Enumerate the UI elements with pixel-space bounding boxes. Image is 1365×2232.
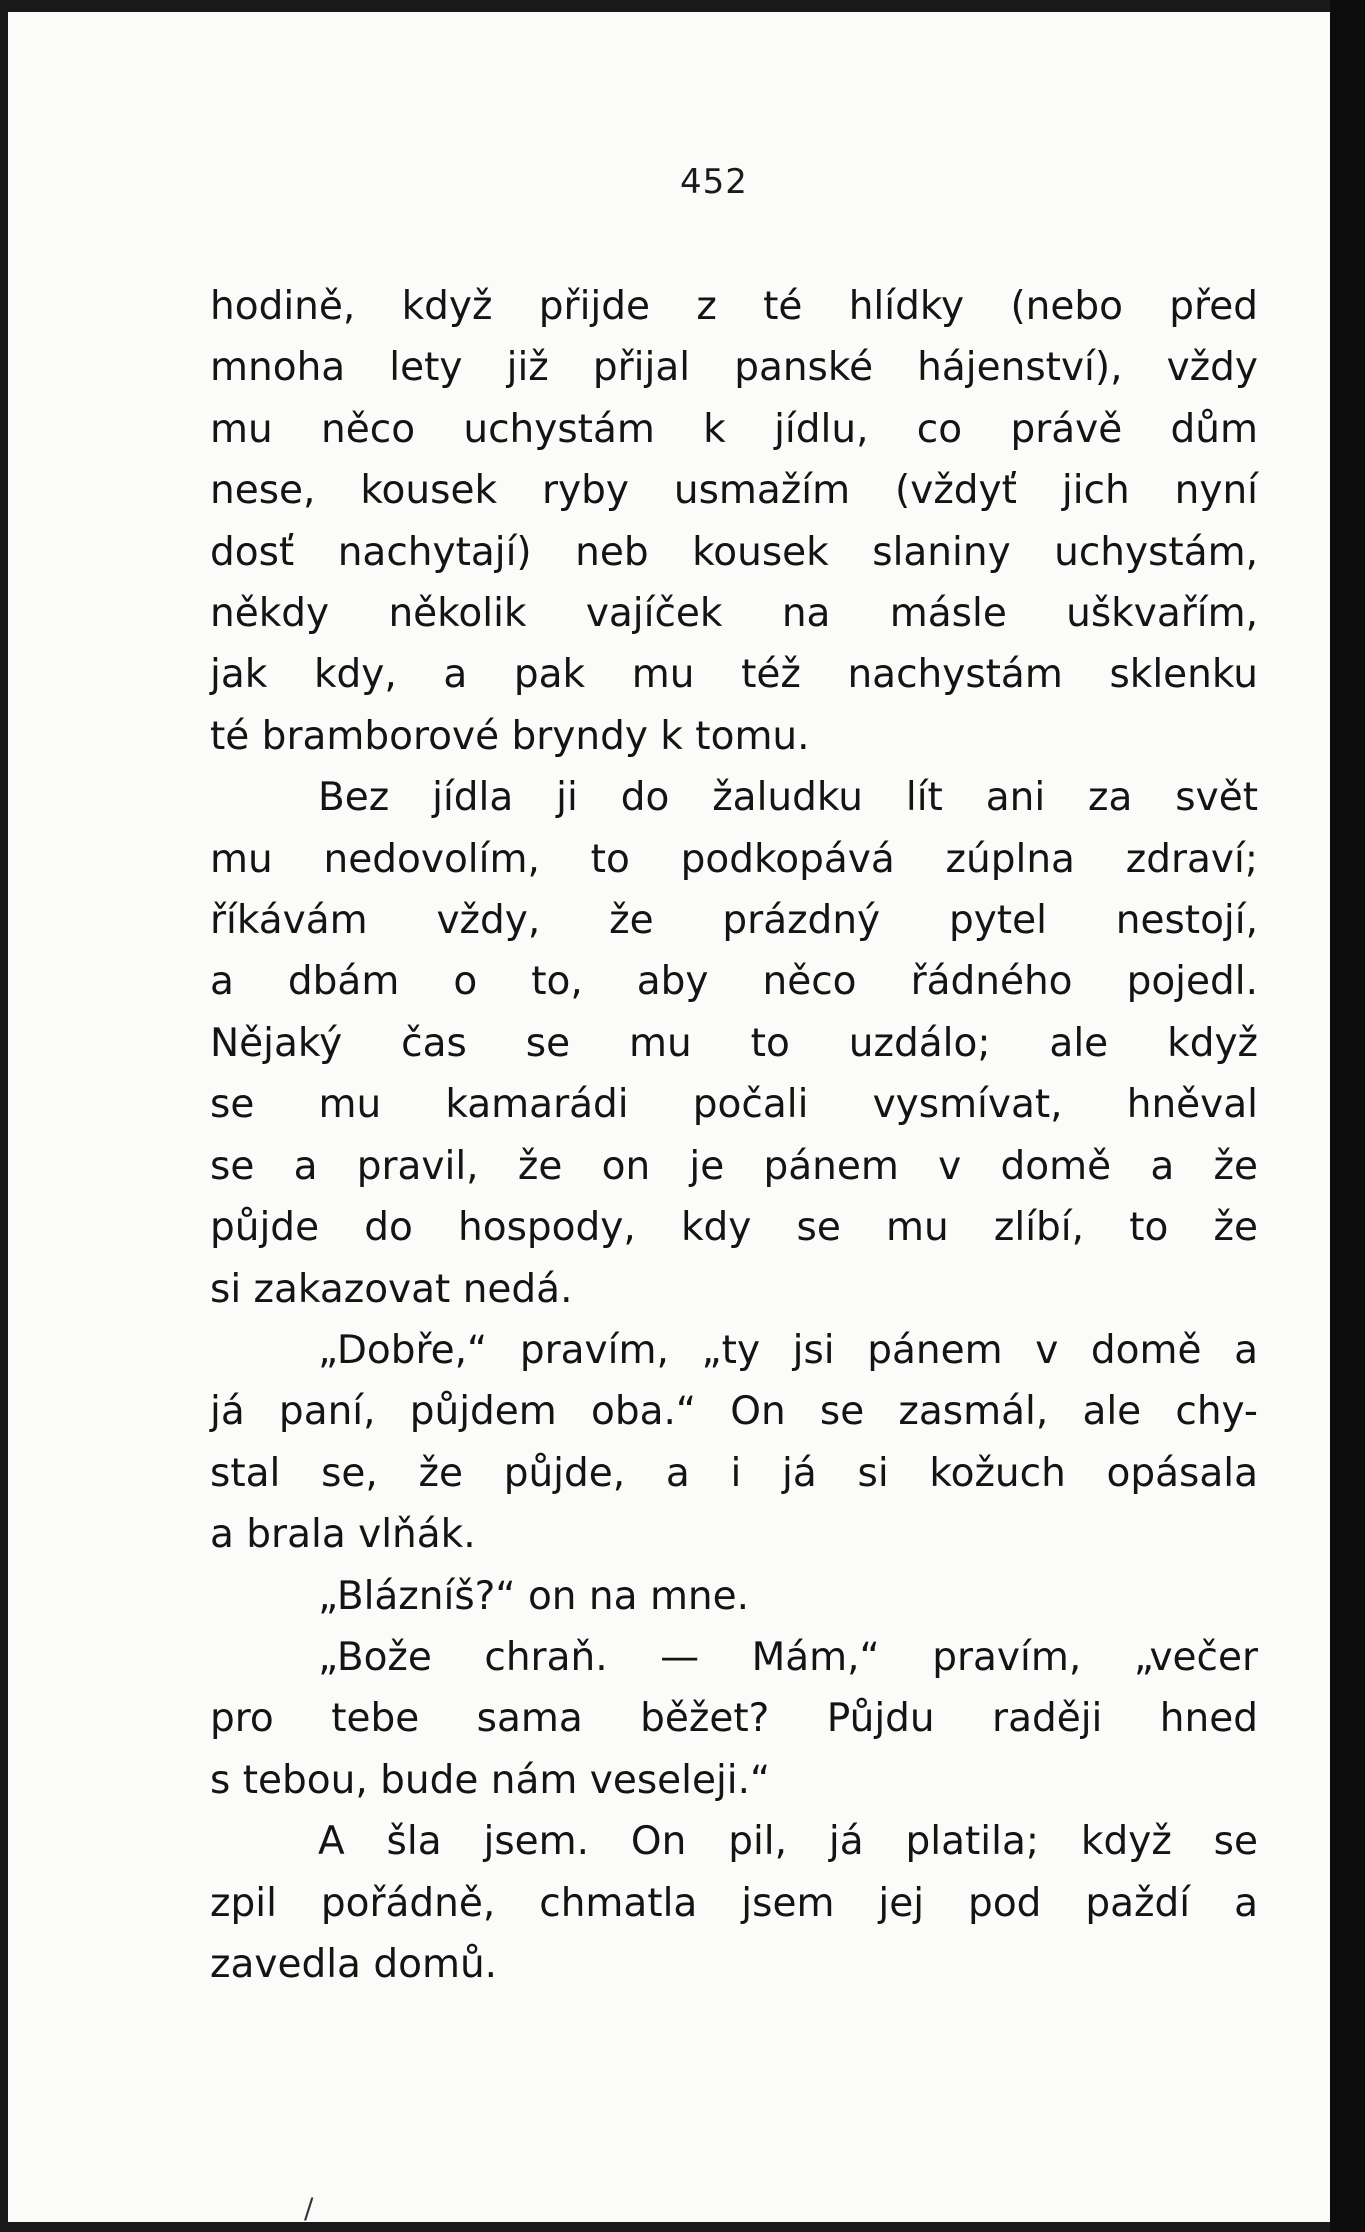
text-line: říkávám vždy, že prázdný pytel nestojí, [210, 898, 1258, 944]
text-line: „Dobře,“ pravím, „ty jsi pánem v domě a [318, 1327, 1258, 1373]
text-line: a dbám o to, aby něco řádného pojedl. [210, 959, 1258, 1005]
text-line: se mu kamarádi počali vysmívat, hněval [210, 1082, 1258, 1128]
text-line: já paní, půjdem oba.“ On se zasmál, ale chy- [210, 1389, 1258, 1435]
text-line: „Bože chraň. — Mám,“ pravím, „večer [318, 1634, 1258, 1680]
text-line: hodině, když přijde z té hlídky (nebo před [210, 284, 1258, 329]
text-line: mu nedovolím, to podkopává zúplna zdraví; [210, 836, 1258, 882]
page-edge-shadow [1330, 0, 1365, 2232]
text-line: se a pravil, že on je pánem v domě a že [210, 1143, 1258, 1189]
text-line: dosť nachytají) neb kousek slaniny uchystám, [210, 529, 1258, 575]
text-line: někdy několik vajíček na másle uškvařím, [210, 591, 1258, 637]
text-line: stal se, že půjde, a i já si kožuch opásala [210, 1450, 1258, 1496]
text-line: „Blázníš?“ on na mne. [318, 1573, 750, 1619]
page-number: 452 [680, 162, 748, 202]
text-line: Bez jídla ji do žaludku lít ani za svět [318, 775, 1258, 821]
text-line: Nějaký čas se mu to uzdálo; ale když [210, 1020, 1258, 1066]
text-line: té bramborové bryndy k tomu. [210, 713, 810, 759]
text-line: zpil pořádně, chmatla jsem jej pod paždí a [210, 1880, 1258, 1926]
text-line: zavedla domů. [210, 1941, 498, 1987]
text-line: jak kdy, a pak mu též nachystám sklenku [210, 652, 1258, 698]
text-line: mu něco uchystám k jídlu, co právě dům [210, 406, 1258, 452]
text-line: a brala vlňák. [210, 1512, 476, 1558]
text-line: mnoha lety již přijal panské hájenství), vždy [210, 345, 1258, 391]
text-line: nese, kousek ryby usmažím (vždyť jich nyní [210, 468, 1258, 514]
text-line: s tebou, bude nám veseleji.“ [210, 1757, 771, 1803]
scratch-mark: / [304, 2192, 314, 2222]
text-line: A šla jsem. On pil, já platila; když se [318, 1819, 1258, 1865]
text-line: pro tebe sama běžet? Půjdu raději hned [210, 1696, 1258, 1742]
text-line: půjde do hospody, kdy se mu zlíbí, to že [210, 1205, 1258, 1251]
book-page [8, 12, 1330, 2222]
text-line: si zakazovat nedá. [210, 1266, 573, 1312]
body-text [210, 276, 1258, 1995]
